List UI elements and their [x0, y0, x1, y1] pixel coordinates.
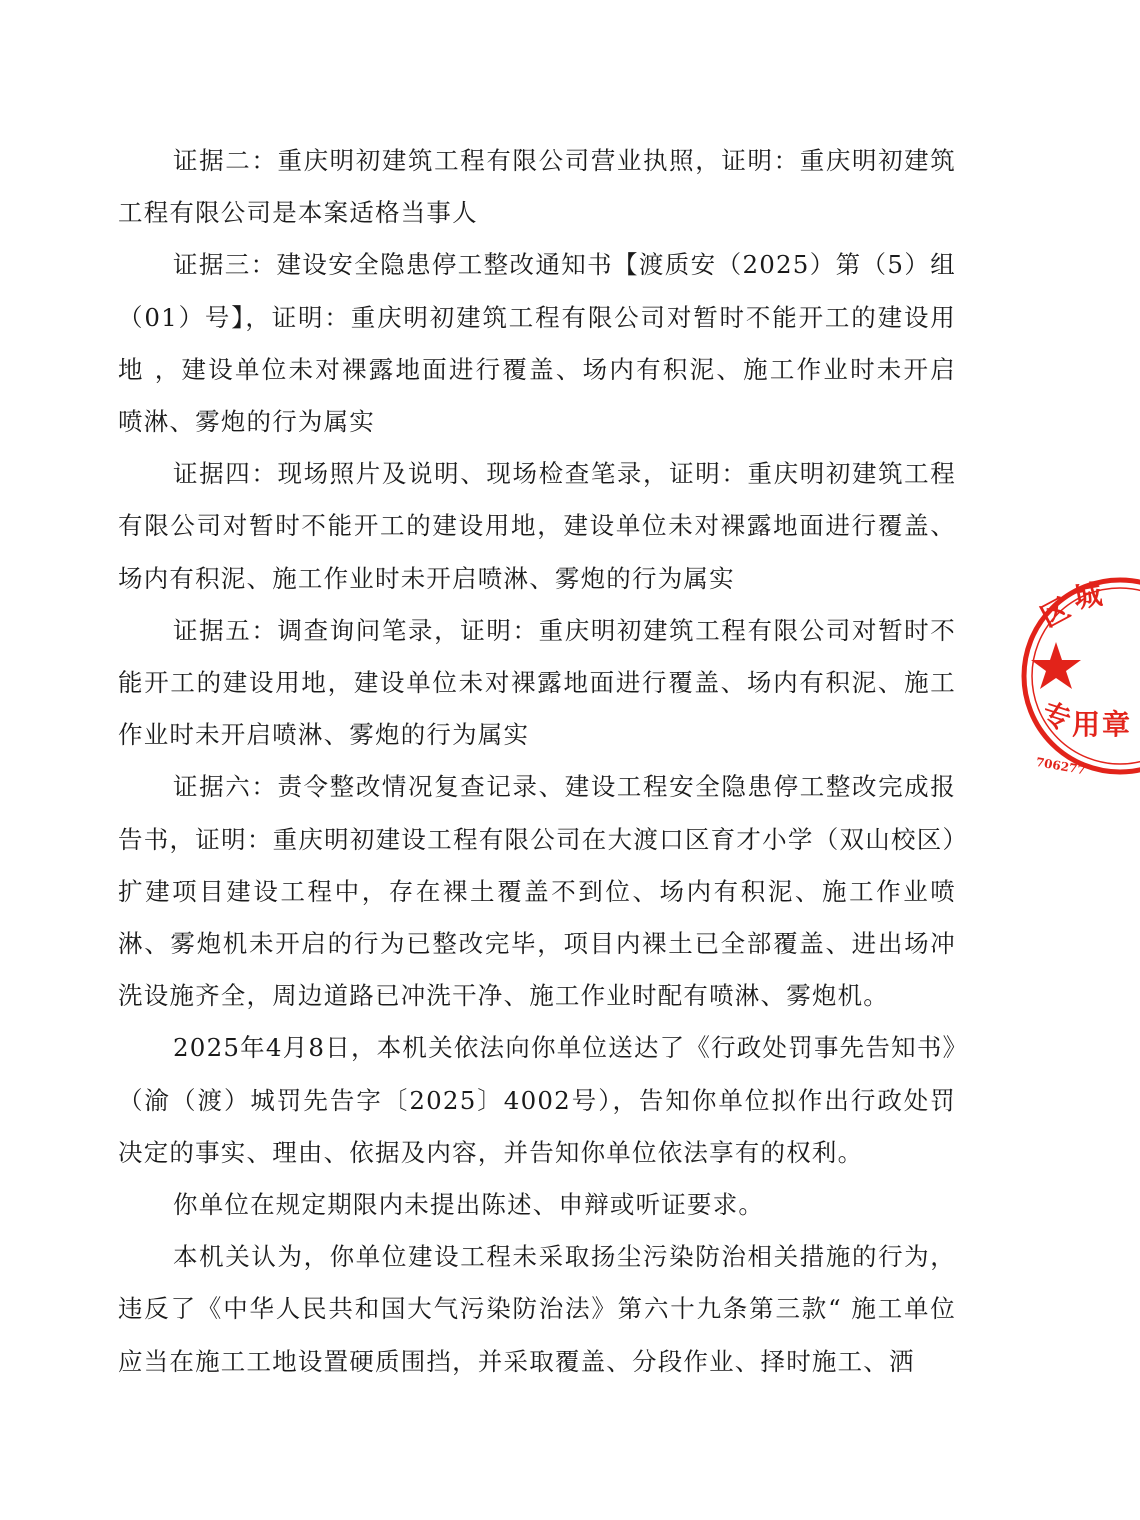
conclusion-paragraph: 本机关认为，你单位建设工程未采取扬尘污染防治相关措施的行为，违反了《中华人民共和国大气污染防治法》第六十九条第三款“ 施工单位应当在施工工地设置硬质围挡，并采取覆盖、分段作业、择时施工、洒: [118, 1242, 956, 1376]
svg-text:706277: 706277: [1034, 754, 1087, 778]
seal-star-icon: [1031, 642, 1081, 689]
seal-stamp-icon: [1020, 574, 1140, 784]
svg-text:专: 专: [1038, 696, 1075, 737]
svg-text:城: 城: [1071, 577, 1105, 615]
evidence-5-paragraph: 证据五：调查询问笔录，证明：重庆明初建筑工程有限公司对暂时不 能开工的建设用地，建设单位未对裸露地面进行覆盖、场内有积泥、施工作业时未开启喷淋、雾炮的行为属实: [118, 615, 956, 750]
evidence-4-paragraph: 证据四：现场照片及说明、现场检查笔录，证明：重庆明初建筑工程有限公司对暂时不能开工的建设用地，建设单位未对裸露地面进行覆盖、场内有积泥、施工作业时未开启喷淋、雾炮的行为属实: [118, 459, 956, 593]
notice-paragraph: 2025年4月8日，本机关依法向你单位送达了《行政处罚事先告知书》（渝（渡）城罚先告字〔2025〕4002号），告知你单位拟作出行政处罚决定的事实、理由、依据及内容，并告知你单位依法享有的权利。: [118, 1033, 956, 1167]
evidence-3-paragraph: 证据三：建设安全隐患停工整改通知书【渡质安（2025）第（5）组（01）号】，证明：重庆明初建筑工程有限公司对暂时不能开工的建设用 地 ，建设单位未对裸露地面进行覆盖、场内有积泥、施工作业时未开启 喷淋、雾炮的行为属实: [118, 250, 956, 437]
no-statement-paragraph: 你单位在规定期限内未提出陈述、申辩或听证要求。: [173, 1190, 765, 1220]
evidence-2-paragraph: 证据二：重庆明初建筑工程有限公司营业执照，证明：重庆明初建筑 工程有限公司是本案适格当事人: [118, 146, 956, 228]
document-body: [118, 135, 956, 1388]
evidence-6-paragraph: 证据六：责令整改情况复查记录、建设工程安全隐患停工整改完成报告书，证明：重庆明初建设工程有限公司在大渡口区育才小学（双山校区）扩建项目建设工程中，存在裸土覆盖不到位、场内有积泥、施工作业喷淋、雾炮机未开启的行为已整改完毕，项目内裸土已全部覆盖、进出场冲洗设施齐全，周边道路已冲洗干净、施工作业时配有喷淋、雾炮机。: [118, 772, 956, 1011]
svg-text:用: 用: [1072, 708, 1101, 741]
svg-text:章: 章: [1102, 708, 1131, 741]
svg-text:区: 区: [1035, 591, 1076, 634]
